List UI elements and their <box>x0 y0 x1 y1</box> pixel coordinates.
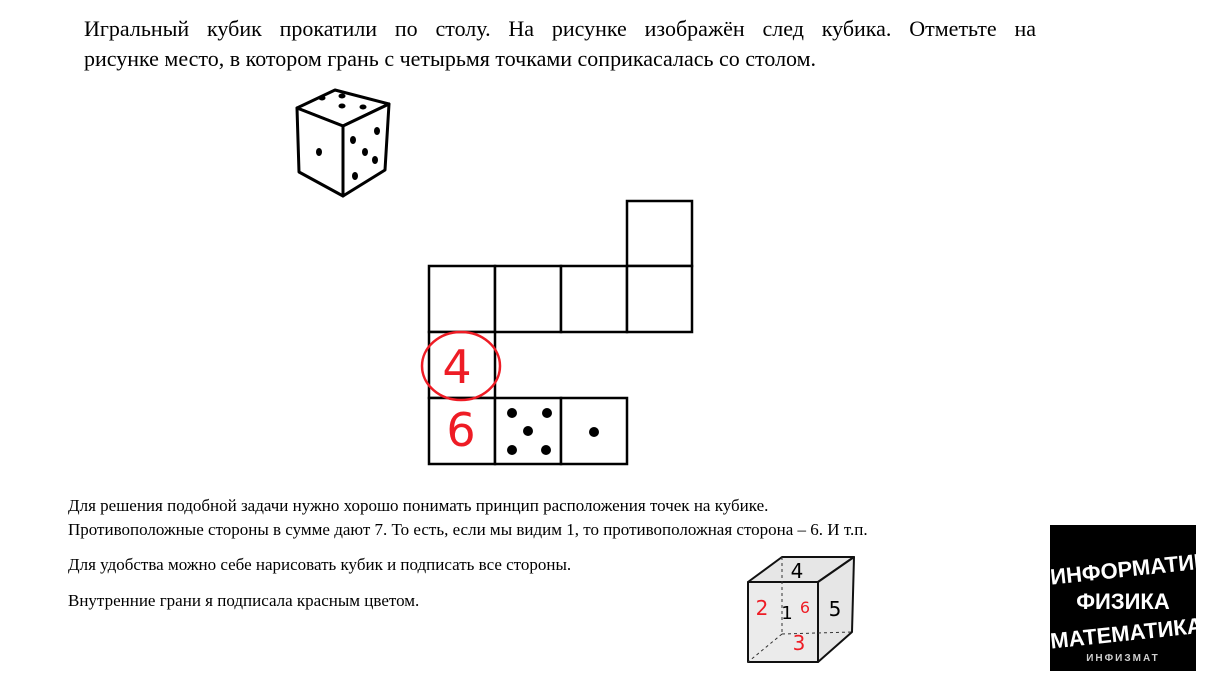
trace-square <box>495 266 561 332</box>
explanation-line-4: Внутренние грани я подписала красным цветом. <box>68 591 420 610</box>
trace-square <box>561 266 627 332</box>
trace-square <box>627 266 692 332</box>
cube-label-center: 1 <box>781 603 793 624</box>
cube-label-right-inner: 6 <box>799 598 811 617</box>
cube-label-bottom: 3 <box>792 631 806 655</box>
cube-label-left: 2 <box>755 596 769 620</box>
cube-label-top: 4 <box>790 559 804 583</box>
task-text <box>84 14 1036 74</box>
cube-label-right: 5 <box>828 597 842 621</box>
logo-bottom-text: ИНФИЗМАТ <box>1086 653 1160 664</box>
trace-label-6: 6 <box>446 403 476 457</box>
explanation-line-2: Противоположные стороны в сумме дают 7. То есть, если мы видим 1, то противоположная сторона – 6. И т.п. <box>68 520 868 539</box>
trace-square-top <box>627 201 692 266</box>
explanation-line-3: Для удобства можно себе нарисовать кубик и подписать все стороны. <box>68 555 572 574</box>
explanation-line-1: Для решения подобной задачи нужно хорошо понимать принцип расположения точек на кубике. <box>68 496 769 515</box>
trace-label-4: 4 <box>442 340 472 394</box>
logo-line-2: ФИЗИКА <box>1076 589 1170 614</box>
logo-line-1: ИНФОРМАТИКА <box>1049 546 1224 590</box>
dice-trace-grid <box>427 199 697 469</box>
trace-square <box>429 266 495 332</box>
task-line-2: рисунке место, в котором грань с четырьмя точками соприкасалась со столом. <box>84 46 817 71</box>
logo-line-3: МАТЕМАТИКА <box>1049 612 1204 654</box>
infizmat-logo <box>1049 525 1224 671</box>
dice-illustration <box>293 86 393 186</box>
cube-sketch <box>742 552 862 667</box>
task-line-1: Игральный кубик прокатили по столу. На рисунке изображён след кубика. Отметьте на <box>84 16 1036 41</box>
